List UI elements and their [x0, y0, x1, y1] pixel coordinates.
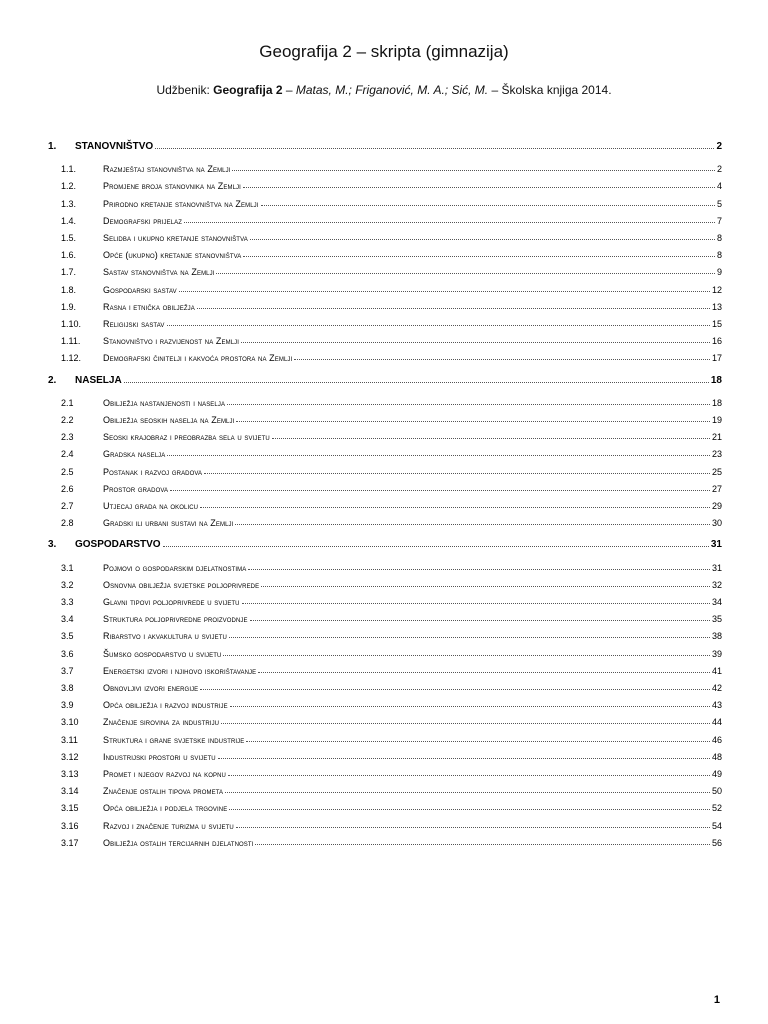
- toc-leader-dots: [236, 421, 710, 422]
- toc-leader-dots: [163, 546, 709, 547]
- toc-label: Promet i njegov razvoj na kopnu: [103, 769, 226, 779]
- toc-page-number: 52: [711, 803, 722, 814]
- toc-entry[interactable]: [48, 319, 722, 329]
- toc-page-number: 42: [711, 683, 722, 693]
- toc-number: 2.1: [61, 397, 74, 408]
- toc-number: 3.14: [61, 786, 79, 797]
- toc-entry[interactable]: [48, 302, 722, 312]
- toc-page-number: 16: [711, 336, 722, 347]
- toc-entry[interactable]: [48, 597, 722, 607]
- toc-number: 1.3.: [61, 198, 77, 209]
- toc-label: Struktura i grane svjetske industrije: [103, 734, 245, 745]
- toc-entry[interactable]: [48, 649, 722, 659]
- toc-label: Gradska naselja: [103, 449, 166, 460]
- subtitle-prefix: Udžbenik:: [156, 83, 214, 97]
- toc-number: 1.4.: [61, 215, 77, 226]
- toc-page-number: 4: [716, 181, 722, 192]
- toc-number: 2.4: [61, 449, 74, 460]
- toc-entry[interactable]: [48, 267, 722, 277]
- toc-entry[interactable]: [48, 580, 722, 590]
- toc-leader-dots: [250, 620, 710, 621]
- toc-leader-dots: [261, 586, 710, 587]
- toc-number: 2.3: [61, 432, 74, 443]
- toc-label: STANOVNIŠTVO: [75, 141, 154, 152]
- toc-label: Ribarstvo i akvakultura u svijetu: [103, 631, 227, 642]
- toc-number: 3.4: [61, 614, 74, 625]
- toc-number: 2.6: [61, 483, 74, 494]
- toc-label: Energetski izvori i njihovo iskorištavanje: [103, 665, 257, 676]
- toc-page-number: 44: [711, 717, 722, 728]
- toc-number: 1.7.: [61, 267, 77, 278]
- toc-leader-dots: [294, 359, 710, 360]
- toc-page-number: 19: [711, 415, 722, 425]
- subtitle-dash: –: [282, 83, 296, 97]
- toc-leader-dots: [243, 187, 715, 188]
- toc-number: 3.2: [61, 579, 74, 590]
- toc-entry[interactable]: [48, 432, 722, 442]
- toc-entry[interactable]: [48, 518, 722, 528]
- toc-leader-dots: [167, 325, 710, 326]
- toc-page-number: 23: [711, 449, 722, 460]
- toc-label: Prostor gradova: [103, 483, 169, 494]
- toc-page-number: 31: [710, 539, 722, 551]
- toc-entry[interactable]: [48, 181, 722, 191]
- toc-number: 3.17: [61, 837, 79, 848]
- toc-label: Prirodno kretanje stanovništva na Zemlji: [103, 198, 259, 209]
- toc-entry[interactable]: [48, 353, 722, 363]
- toc-leader-dots: [230, 706, 710, 707]
- toc-label: Demografski prijelaz: [103, 215, 183, 226]
- toc-page-number: 43: [711, 700, 722, 711]
- toc-leader-dots: [250, 239, 715, 240]
- toc-number: 3.15: [61, 803, 79, 814]
- toc-entry[interactable]: [48, 821, 722, 831]
- toc-entry[interactable]: [48, 752, 722, 762]
- toc-entry[interactable]: [48, 631, 722, 641]
- toc-page-number: 18: [711, 397, 722, 408]
- toc-leader-dots: [184, 222, 715, 223]
- document-title: Geografija 2 – skripta (gimnazija): [259, 42, 509, 61]
- toc-page-number: 48: [711, 751, 722, 762]
- toc-entry[interactable]: [48, 501, 722, 511]
- toc-leader-dots: [170, 490, 710, 491]
- toc-number: 3.5: [61, 631, 74, 642]
- toc-chapter[interactable]: [48, 539, 722, 550]
- toc-leader-dots: [229, 637, 710, 638]
- toc-page-number: 25: [711, 466, 722, 477]
- toc-label: Opća obilježja i razvoj industrije: [103, 700, 228, 711]
- toc-label: Sastav stanovništva na Zemlji: [103, 267, 215, 278]
- subtitle-suffix: – Školska knjiga 2014.: [488, 83, 612, 97]
- toc-page-number: 2: [716, 141, 722, 152]
- toc-page-number: 35: [711, 614, 722, 625]
- toc-leader-dots: [223, 655, 710, 656]
- toc-leader-dots: [124, 382, 709, 383]
- toc-entry[interactable]: [48, 666, 722, 676]
- toc-page-number: 8: [716, 233, 722, 243]
- toc-leader-dots: [216, 273, 715, 274]
- toc-number: 1.1.: [61, 164, 77, 175]
- toc-label: Gospodarski sastav: [103, 284, 177, 295]
- toc-page-number: 29: [711, 501, 722, 511]
- toc-leader-dots: [242, 603, 710, 604]
- toc-entry[interactable]: [48, 700, 722, 710]
- toc-entry[interactable]: [48, 786, 722, 796]
- toc-entry[interactable]: [48, 164, 722, 174]
- toc-page-number: 9: [716, 267, 722, 278]
- toc-label: Promjene broja stanovnika na Zemlji: [103, 181, 241, 192]
- toc-number: 3.10: [61, 717, 79, 728]
- subtitle-book: Geografija 2: [213, 83, 283, 97]
- toc-page-number: 56: [711, 837, 722, 848]
- toc-entry[interactable]: [48, 803, 722, 813]
- toc-label: Postanak i razvoj gradova: [103, 466, 203, 477]
- toc-page-number: 8: [716, 250, 722, 261]
- toc-number: 2.2: [61, 415, 74, 425]
- toc-label: Obilježja nastanjenosti i naselja: [103, 397, 226, 408]
- toc-number: 1.5.: [61, 233, 77, 243]
- toc-leader-dots: [227, 404, 710, 405]
- toc-entry[interactable]: [48, 563, 722, 573]
- toc-entry[interactable]: [48, 683, 722, 693]
- toc-leader-dots: [235, 524, 710, 525]
- toc-leader-dots: [243, 256, 715, 257]
- toc-page-number: 39: [711, 648, 722, 659]
- toc-leader-dots: [246, 741, 710, 742]
- toc-page-number: 49: [711, 769, 722, 779]
- toc-page-number: 32: [711, 579, 722, 590]
- toc-number: 3.6: [61, 648, 74, 659]
- toc-number: 2.8: [61, 518, 74, 529]
- toc-label: Opća obilježja i podjela trgovine: [103, 803, 228, 814]
- toc-leader-dots: [221, 723, 710, 724]
- toc-label: Religijski sastav: [103, 319, 165, 329]
- toc-page-number: 2: [716, 164, 722, 175]
- toc-number: 3.8: [61, 683, 74, 693]
- toc-leader-dots: [232, 170, 715, 171]
- toc-label: Značenje ostalih tipova prometa: [103, 786, 224, 797]
- toc-label: Razmještaj stanovništva na Zemlji: [103, 164, 231, 175]
- toc-number: 3.1: [61, 562, 74, 573]
- toc-page-number: 54: [711, 820, 722, 831]
- toc-label: Osnovna obilježja svjetske poljoprivrede: [103, 579, 260, 590]
- toc-number: 3.3: [61, 597, 74, 607]
- toc-number: 1.9.: [61, 301, 77, 312]
- toc-number: 3.12: [61, 751, 79, 762]
- toc-number: 1.2.: [61, 181, 77, 192]
- toc-entry[interactable]: [48, 285, 722, 295]
- toc-leader-dots: [255, 844, 710, 845]
- toc-entry[interactable]: [48, 449, 722, 459]
- toc-label: Razvoj i značenje turizma u svijetu: [103, 820, 234, 831]
- toc-entry[interactable]: [48, 769, 722, 779]
- toc-entry[interactable]: [48, 250, 722, 260]
- toc-number: 3.16: [61, 820, 79, 831]
- toc-page-number: 27: [711, 483, 722, 494]
- toc-leader-dots: [167, 455, 710, 456]
- toc-page-number: 50: [711, 786, 722, 797]
- toc-label: Stanovništvo i razvijenost na Zemlji: [103, 336, 240, 347]
- toc-label: Seoski krajobraz i preobrazba sela u svijetu: [103, 432, 270, 443]
- toc-number: 2.7: [61, 501, 74, 511]
- toc-entry[interactable]: [48, 415, 722, 425]
- toc-entry[interactable]: [48, 467, 722, 477]
- toc-number: 2.: [48, 374, 57, 386]
- toc-page-number: 21: [711, 432, 722, 443]
- toc-chapter[interactable]: [48, 141, 722, 152]
- toc-number: 1.8.: [61, 284, 77, 295]
- toc-leader-dots: [229, 809, 710, 810]
- toc-label: Glavni tipovi poljoprivrede u svijetu: [103, 597, 240, 607]
- toc-entry[interactable]: [48, 199, 722, 209]
- toc-chapter[interactable]: [48, 375, 722, 386]
- toc-number: 3.7: [61, 665, 74, 676]
- toc-number: 3.: [48, 539, 57, 551]
- toc-leader-dots: [261, 205, 715, 206]
- toc-entry[interactable]: [48, 398, 722, 408]
- toc-label: NASELJA: [75, 374, 122, 386]
- toc-page-number: 12: [711, 284, 722, 295]
- toc-leader-dots: [258, 672, 710, 673]
- subtitle-authors: Matas, M.; Friganović, M. A.; Sić, M.: [295, 83, 489, 97]
- toc-label: Obilježja seoskih naselja na Zemlji: [103, 415, 235, 425]
- toc-page-number: 41: [711, 665, 722, 676]
- toc-entry[interactable]: [48, 216, 722, 226]
- toc-label: Industrijski prostori u svijetu: [103, 751, 216, 762]
- toc-entry[interactable]: [48, 735, 722, 745]
- page-number: 1: [713, 994, 720, 1006]
- toc-number: 1.6.: [61, 250, 77, 261]
- toc-page-number: 31: [711, 562, 722, 573]
- toc-label: GOSPODARSTVO: [75, 539, 161, 551]
- toc-label: Rasna i etnička obilježja: [103, 301, 195, 312]
- toc-label: Gradski ili urbani sustavi na Zemlji: [103, 518, 234, 529]
- toc-number: 3.11: [61, 734, 78, 745]
- toc-label: Obnovljivi izvori energije: [103, 683, 199, 693]
- toc-label: Pojmovi o gospodarskim djelatnostima: [103, 562, 247, 573]
- toc-leader-dots: [204, 473, 710, 474]
- toc-page-number: 7: [716, 215, 722, 226]
- toc-leader-dots: [218, 758, 710, 759]
- toc-label: Šumsko gospodarstvo u svijetu: [103, 648, 222, 659]
- toc-number: 3.13: [61, 769, 79, 779]
- toc-number: 2.5: [61, 466, 74, 477]
- document-subtitle: [0, 83, 768, 97]
- toc-label: Selidba i ukupno kretanje stanovništva: [103, 233, 248, 243]
- toc-entry[interactable]: [48, 484, 722, 494]
- toc-entry[interactable]: [48, 838, 722, 848]
- toc-leader-dots: [197, 308, 710, 309]
- toc-page-number: 30: [711, 518, 722, 529]
- toc-number: 1.11.: [61, 336, 81, 347]
- toc-page-number: 17: [711, 353, 722, 364]
- toc-leader-dots: [155, 148, 714, 149]
- toc-leader-dots: [179, 291, 710, 292]
- toc-entry[interactable]: [48, 717, 722, 727]
- toc-leader-dots: [272, 438, 710, 439]
- toc-leader-dots: [228, 775, 710, 776]
- toc-number: 1.12.: [61, 353, 82, 364]
- toc-number: 1.: [48, 141, 57, 152]
- toc-label: Demografski činitelji i kakvoća prostora na Zemlji: [103, 353, 293, 364]
- toc-leader-dots: [225, 792, 710, 793]
- toc-label: Značenje sirovina za industriju: [103, 717, 220, 728]
- toc-entry[interactable]: [48, 233, 722, 243]
- toc-leader-dots: [248, 569, 710, 570]
- toc-label: Opće (ukupno) kretanje stanovništva: [103, 250, 242, 261]
- toc-label: Obilježja ostalih tercijarnih djelatnosti: [103, 837, 254, 848]
- toc-page-number: 18: [710, 374, 722, 386]
- toc-page-number: 15: [711, 319, 722, 329]
- toc-leader-dots: [241, 342, 710, 343]
- toc-page-number: 5: [716, 198, 722, 209]
- toc-page-number: 38: [711, 631, 722, 642]
- toc-label: Utjecaj grada na okolicu: [103, 501, 199, 511]
- toc-leader-dots: [200, 689, 710, 690]
- toc-number: 3.9: [61, 700, 74, 711]
- toc-leader-dots: [236, 827, 710, 828]
- toc-label: Struktura poljoprivredne proizvodnje: [103, 614, 248, 625]
- toc-page-number: 13: [711, 301, 722, 312]
- toc-page-number: 34: [711, 597, 722, 607]
- toc-leader-dots: [200, 507, 710, 508]
- toc-page-number: 46: [711, 734, 722, 745]
- toc-entry[interactable]: [48, 336, 722, 346]
- toc-number: 1.10.: [61, 319, 82, 329]
- toc-entry[interactable]: [48, 614, 722, 624]
